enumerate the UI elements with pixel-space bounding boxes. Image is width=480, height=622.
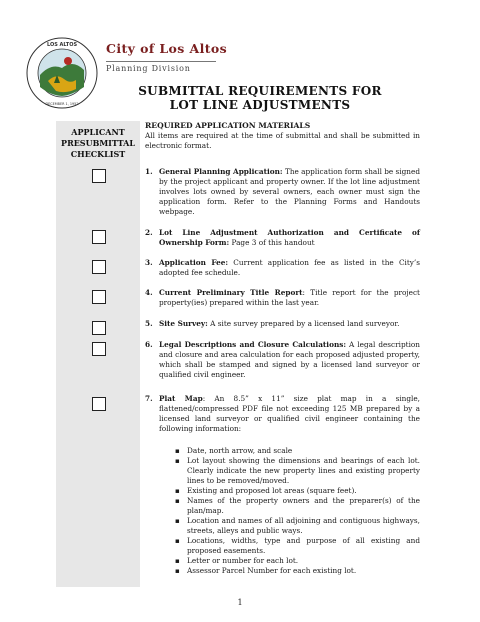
svg-text:LOS ALTOS: LOS ALTOS: [46, 42, 78, 48]
requirement-item-6: [145, 340, 420, 380]
division-block: [106, 64, 191, 73]
item-number: 3.: [145, 258, 153, 267]
section-heading: REQUIRED APPLICATION MATERIALS: [145, 121, 311, 130]
list-item: ▪ Date, north arrow, and scale: [175, 446, 420, 456]
checkbox-item-5[interactable]: [92, 321, 106, 335]
checkbox-item-3[interactable]: [92, 260, 106, 274]
item-title: Current Preliminary Title Report: [159, 288, 303, 297]
list-item: ▪ Location and names of all adjoining and contiguous highways, streets, alleys and public ways.: [175, 516, 420, 536]
item-text: The application form shall be signed by the project applicant and property owner. If the lot line adjustment involves lots owned by several owners, each owner must sign the application form. Refer to the Planning Forms and Handouts webpage.: [159, 167, 420, 216]
item-number: 2.: [145, 228, 153, 237]
checkbox-item-7[interactable]: [92, 397, 106, 411]
requirement-item-3: [145, 258, 420, 278]
list-item: ▪ Names of the property owners and the preparer(s) of the plan/map.: [175, 496, 420, 516]
intro-text: All items are required at the time of submittal and shall be submitted in electronic format.: [145, 131, 420, 150]
item-number: 4.: [145, 288, 153, 297]
requirement-item-7: [145, 394, 420, 434]
organization-header: [106, 42, 227, 56]
item-text: A legal description and closure and area calculation for each proposed adjusted property, which shall be stamped and signed by a licensed land surveyor or qualified civil engineer.: [159, 340, 420, 379]
requirement-item-1: [145, 167, 420, 217]
checklist-header-line: PRESUBMITTAL: [61, 138, 135, 148]
list-item: ▪ Lot layout showing the dimensions and bearings of each lot. Clearly indicate the new property lines and existing property lines to be removed/moved.: [175, 456, 420, 486]
list-item: ▪ Assessor Parcel Number for each existing lot.: [175, 566, 420, 576]
item-text: Current application fee as listed in the City’s adopted fee schedule.: [159, 258, 420, 277]
header-divider: [106, 61, 216, 62]
item-title: Lot Line Adjustment Authorization and Certificate of Ownership Form:: [159, 228, 420, 247]
item-text: : Title report for the project property(ies) prepared within the last year.: [159, 288, 420, 307]
item-title: Plat Map: [159, 394, 203, 403]
svg-text:DECEMBER 1, 1952: DECEMBER 1, 1952: [45, 102, 79, 106]
requirement-item-4: [145, 288, 420, 308]
plat-map-bullet-list: [175, 446, 420, 576]
list-item: ▪ Letter or number for each lot.: [175, 556, 420, 566]
list-item: ▪ Existing and proposed lot areas (square feet).: [175, 486, 420, 496]
title-line-2: LOT LINE ADJUSTMENTS: [169, 98, 351, 112]
division-name: Planning Division: [106, 64, 191, 73]
requirement-item-2: [145, 228, 420, 248]
title-line-1: SUBMITTAL REQUIREMENTS FOR: [138, 84, 382, 98]
item-text: Page 3 of this handout: [229, 238, 315, 247]
item-title: Application Fee:: [159, 258, 229, 267]
item-number: 6.: [145, 340, 153, 349]
checkbox-item-2[interactable]: [92, 230, 106, 244]
checklist-header-line: APPLICANT: [71, 127, 125, 137]
checkbox-item-6[interactable]: [92, 342, 106, 356]
intro-section: [145, 121, 420, 151]
item-text: A site survey prepared by a licensed land surveyor.: [207, 319, 400, 328]
item-title: General Planning Application:: [159, 167, 283, 176]
item-title: Site Survey:: [159, 319, 208, 328]
item-number: 1.: [145, 167, 153, 176]
item-number: 7.: [145, 394, 153, 403]
checklist-header: [56, 127, 140, 160]
document-title: [0, 84, 480, 112]
item-text: : An 8.5” x 11” size plat map in a single, flattened/compressed PDF file not exceeding 125 MB prepared by a licensed land surveyor or qualified civil engineer containing the following information:: [159, 394, 420, 433]
requirement-item-5: [145, 319, 420, 329]
city-name: City of Los Altos: [106, 41, 228, 56]
checklist-header-line: CHECKLIST: [70, 149, 126, 159]
item-number: 5.: [145, 319, 153, 328]
page-number: 1: [237, 598, 243, 607]
checkbox-item-4[interactable]: [92, 290, 106, 304]
checkbox-item-1[interactable]: [92, 169, 106, 183]
list-item: ▪ Locations, widths, type and purpose of all existing and proposed easements.: [175, 536, 420, 556]
item-title: Legal Descriptions and Closure Calculations:: [159, 340, 347, 349]
